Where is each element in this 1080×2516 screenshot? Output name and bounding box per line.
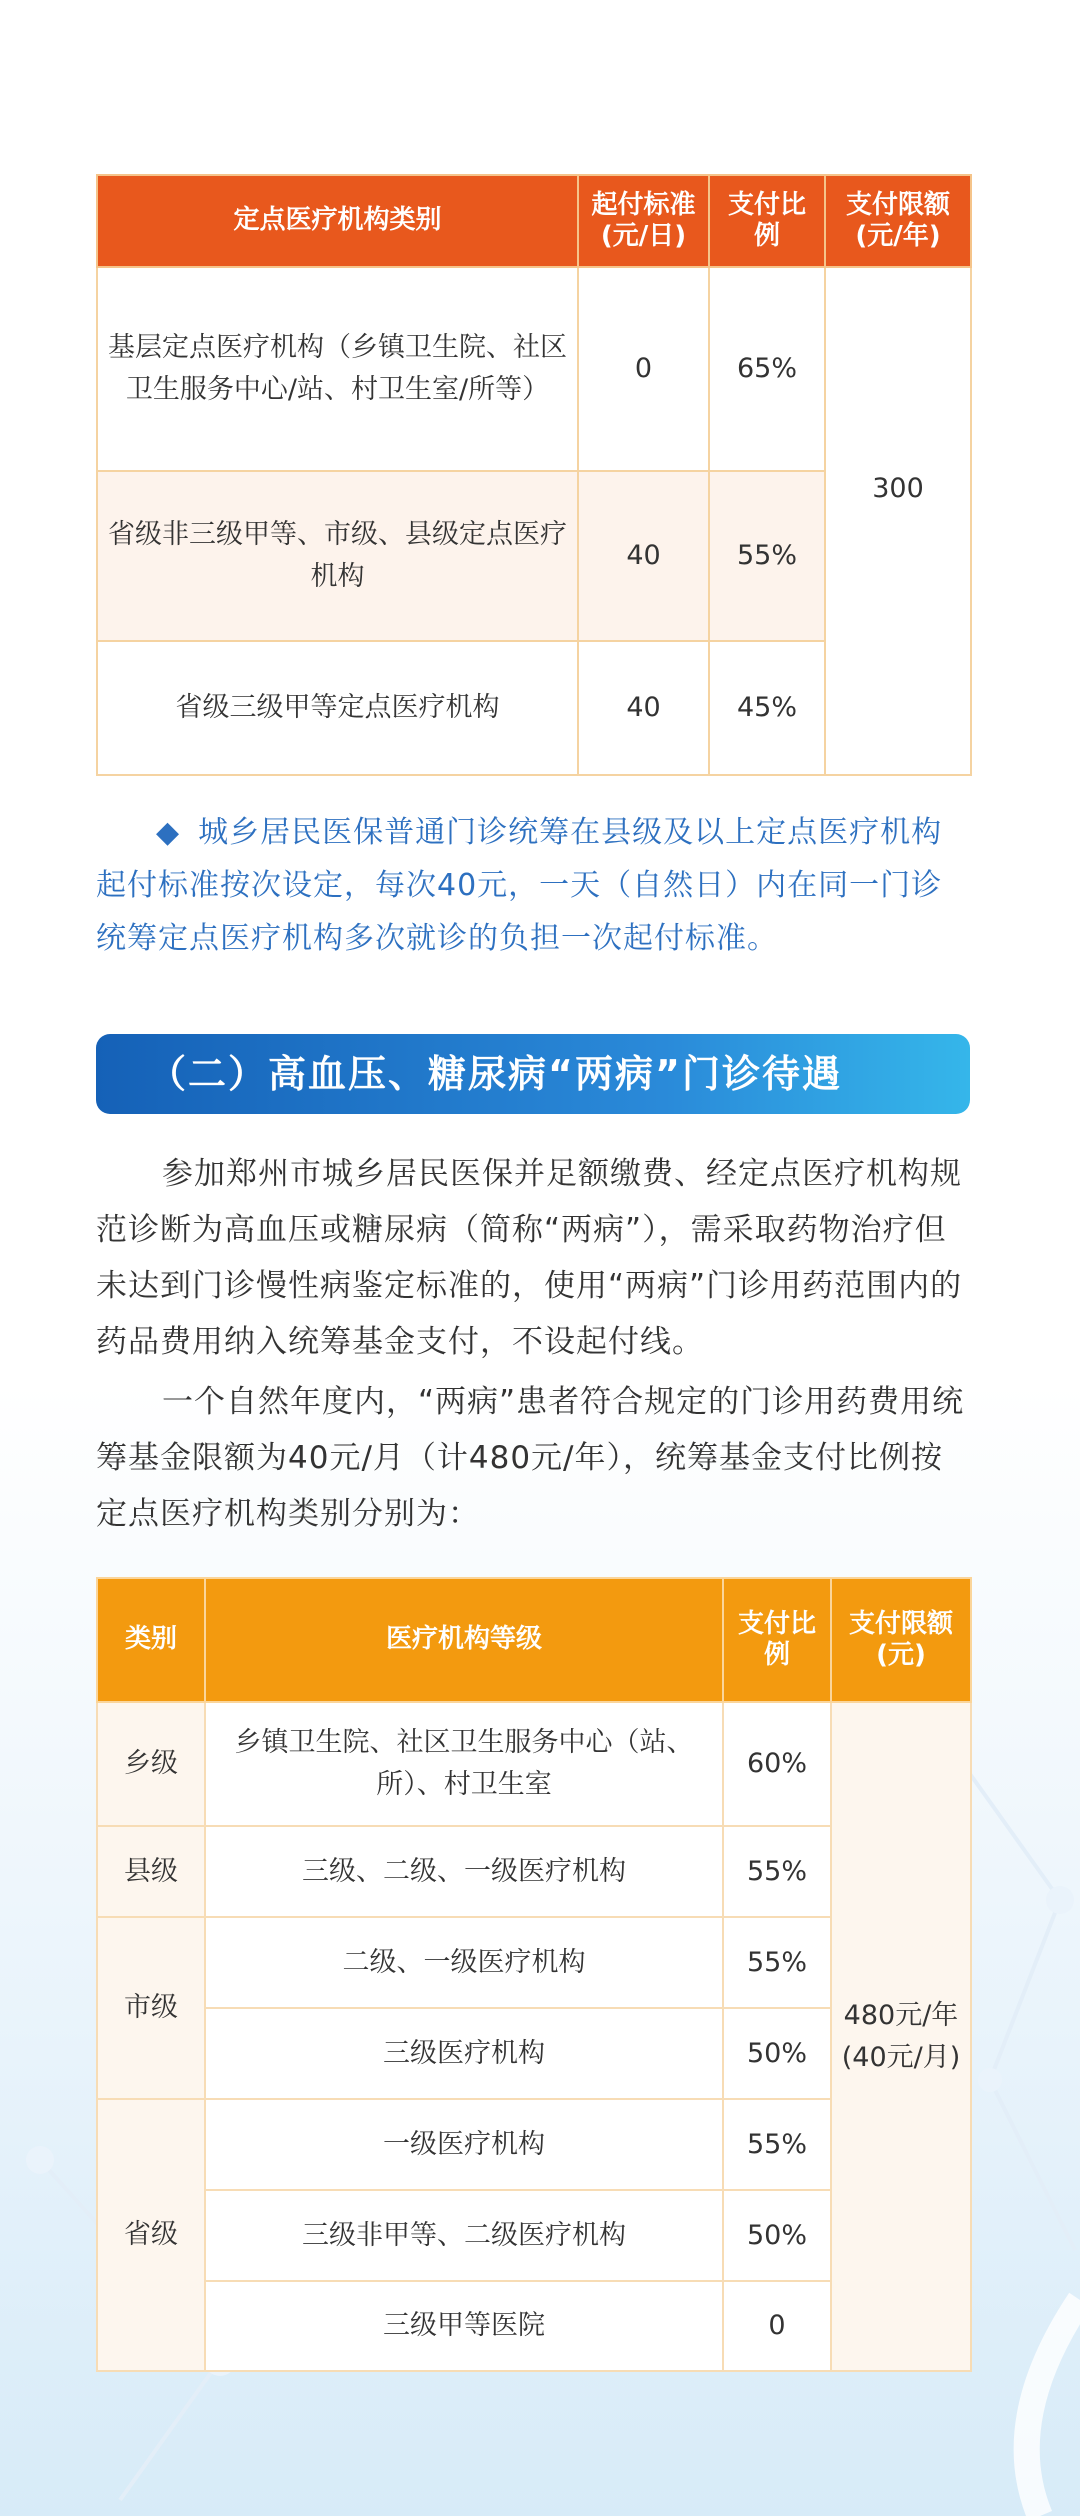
institution-cell: 二级、一级医疗机构 — [205, 1917, 723, 2008]
institution-cell: 三级医疗机构 — [205, 2008, 723, 2099]
table-row-ratio: 55% — [709, 471, 825, 641]
limit-line-2: (40元/月) — [841, 2041, 961, 2073]
ratio-cell: 0 — [723, 2281, 831, 2371]
ratio-cell: 50% — [723, 2190, 831, 2281]
header-institution: 医疗机构等级 — [205, 1578, 723, 1702]
institution-cell: 三级非甲等、二级医疗机构 — [205, 2190, 723, 2281]
header-ratio: 支付比例 — [723, 1578, 831, 1702]
table-row-category: 基层定点医疗机构（乡镇卫生院、社区卫生服务中心/站、村卫生室/所等） — [97, 267, 578, 471]
table-row-threshold: 40 — [578, 471, 709, 641]
header-ratio: 支付比例 — [709, 175, 825, 267]
level-cell: 省级 — [97, 2099, 205, 2371]
ratio-cell: 55% — [723, 1826, 831, 1917]
table-row-ratio: 45% — [709, 641, 825, 775]
table-row-category: 省级三级甲等定点医疗机构 — [97, 641, 578, 775]
header-limit: 支付限额(元) — [831, 1578, 971, 1702]
diamond-bullet-icon: ◆ — [156, 815, 181, 850]
table-row-ratio: 65% — [709, 267, 825, 471]
limit-cell — [831, 1702, 971, 2371]
table-row-category: 省级非三级甲等、市级、县级定点医疗机构 — [97, 471, 578, 641]
ratio-cell: 55% — [723, 1917, 831, 2008]
header-level: 类别 — [97, 1578, 205, 1702]
section-heading: （二）高血压、糖尿病“两病”门诊待遇 — [96, 1034, 970, 1114]
header-limit: 支付限额(元/年) — [825, 175, 971, 267]
header-threshold: 起付标准(元/日) — [578, 175, 709, 267]
institution-cell: 三级甲等医院 — [205, 2281, 723, 2371]
institution-cell: 乡镇卫生院、社区卫生服务中心（站、所）、村卫生室 — [205, 1702, 723, 1826]
ratio-cell: 55% — [723, 2099, 831, 2190]
limit-line-1: 480元/年 — [843, 1999, 959, 2031]
level-cell: 市级 — [97, 1917, 205, 2099]
institution-cell: 三级、二级、一级医疗机构 — [205, 1826, 723, 1917]
table-limit: 300 — [825, 267, 971, 775]
threshold-note — [96, 806, 970, 965]
table-row-threshold: 40 — [578, 641, 709, 775]
ratio-cell: 50% — [723, 2008, 831, 2099]
outpatient-threshold-table — [96, 174, 972, 776]
note-text: 城乡居民医保普通门诊统筹在县级及以上定点医疗机构起付标准按次设定，每次40元，一天（自然日）内在同一门诊统筹定点医疗机构多次就诊的负担一次起付标准。 — [96, 815, 943, 956]
header-category: 定点医疗机构类别 — [97, 175, 578, 267]
ratio-cell: 60% — [723, 1702, 831, 1826]
paragraph-annual-limit: 一个自然年度内，“两病”患者符合规定的门诊用药费用统筹基金限额为40元/月（计480元/年），统筹基金支付比例按定点医疗机构类别分别为： — [96, 1384, 965, 1532]
institution-cell: 一级医疗机构 — [205, 2099, 723, 2190]
two-diseases-payment-table — [96, 1577, 972, 2372]
level-cell: 县级 — [97, 1826, 205, 1917]
table-row-threshold: 0 — [578, 267, 709, 471]
paragraph-two-diseases: 参加郑州市城乡居民医保并足额缴费、经定点医疗机构规范诊断为高血压或糖尿病（简称“两病”），需采取药物治疗但未达到门诊慢性病鉴定标准的，使用“两病”门诊用药范围内的药品费用纳入统筹基金支付，不设起付线。 — [96, 1156, 963, 1360]
level-cell: 乡级 — [97, 1702, 205, 1826]
